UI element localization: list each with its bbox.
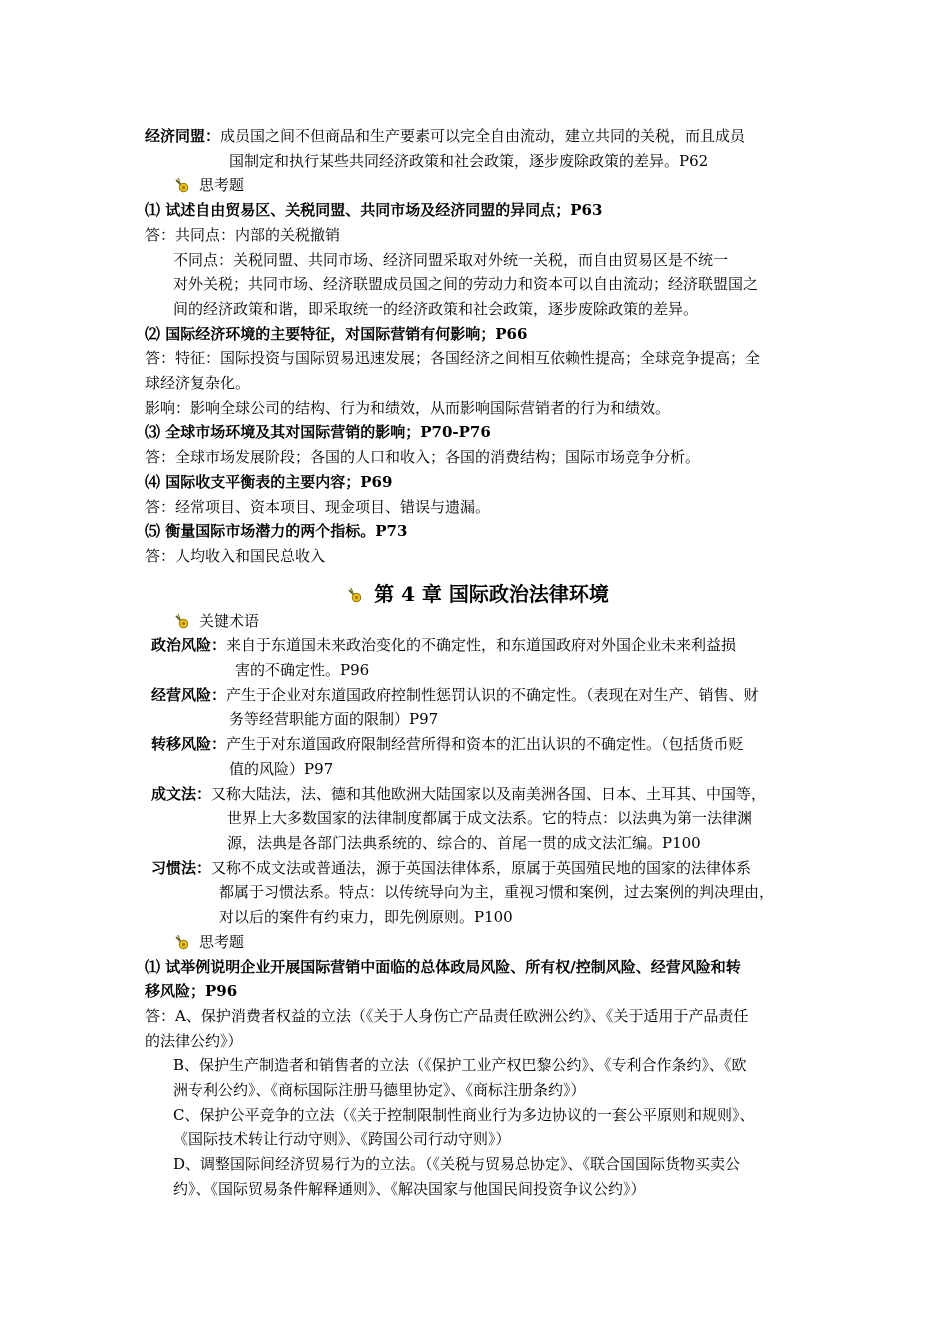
term-label: 经济同盟： [145,127,221,145]
think-label: 思考题 [199,932,245,951]
term-transfer-risk [145,732,810,757]
term-label: 转移风险： [151,735,227,754]
question-ch4-1-line-1: ⑴ 试举例说明企业开展国际营销中面临的总体政局风险、所有权/控制风险、经营风险和转 [145,957,741,976]
answer-d-line-1: D、调整国际间经济贸易行为的立法。（《关税与贸易总协定》、《联合国国际货物买卖公 [173,1155,741,1174]
key-terms-label: 关键术语 [199,611,260,630]
term-common-law [145,856,810,881]
answer-b-line-2: 洲专利公约》、《商标国际注册马德里协定》、《商标注册条约》） [173,1081,586,1100]
flower-bullet-icon [346,587,364,603]
flower-bullet-icon [173,177,191,193]
question-5: ⑸ 衡量国际市场潜力的两个指标。P73 [145,522,408,541]
chapter-heading [145,581,810,607]
flower-bullet-icon [173,613,191,629]
question-2: ⑵ 国际经济环境的主要特征，对国际营销有何影响；P66 [145,324,528,343]
answer-1-line-1: 答：共同点：内部的关税撤销 [145,225,341,244]
definition-economic-union [145,124,810,149]
answer-b-line-1: B、保护生产制造者和销售者的立法（《保护工业产权巴黎公约》、《专利合作条约》、《欧 [173,1056,747,1075]
term-label: 政治风险： [151,636,227,655]
question-3: ⑶ 全球市场环境及其对国际营销的影响；P70-P76 [145,423,491,442]
question-ch4-1-line-2: 移风险；P96 [145,982,238,1001]
definition-text: 产生于对东道国政府限制经营所得和资本的汇出认识的不确定性。（包括货币贬 [226,735,744,754]
answer-a-line-1: 答：A、保护消费者权益的立法（《关于人身伤亡产品责任欧洲公约》、《关于适用于产品责任 [145,1006,749,1025]
answer-5: 答：人均收入和国民总收入 [145,546,326,565]
answer-2-line-3: 影响：影响全球公司的结构、行为和绩效，从而影响国际营销者的行为和绩效。 [145,398,671,417]
answer-3: 答：全球市场发展阶段；各国的人口和收入；各国的消费结构；国际市场竞争分析。 [145,448,701,467]
answer-2-line-2: 球经济复杂化。 [145,374,251,393]
section-key-terms [145,609,810,634]
question-4: ⑷ 国际收支平衡表的主要内容；P69 [145,472,393,491]
answer-1-line-3: 对外关税；共同市场、经济联盟成员国之间的劳动力和资本可以自由流动；经济联盟国之 [173,275,759,294]
answer-1-line-4: 间的经济政策和谐，即采取统一的经济政策和社会政策，逐步废除政策的差异。 [173,299,699,318]
flower-bullet-icon [173,934,191,950]
definition-continuation: 国制定和执行某些共同经济政策和社会政策，逐步废除政策的差异。P62 [229,151,709,170]
definition-text: 成员国之间不但商品和生产要素可以完全自由流动，建立共同的关税，而且成员 [220,127,746,145]
section-think-questions-ch4 [145,930,810,955]
definition-continuation: 源，法典是各部门法典系统的、综合的、首尾一贯的成文法汇编。P100 [227,833,701,852]
definition-continuation: 都属于习惯法系。特点：以传统导向为主，重视习惯和案例，过去案例的判决理由， [219,883,775,902]
answer-d-line-2: 约》、《国际贸易条件解释通则》、《解决国家与他国民间投资争议公约》） [173,1179,646,1198]
term-operating-risk [145,683,810,708]
definition-continuation: 世界上大多数国家的法律制度都属于成文法系。它的特点：以法典为第一法律渊 [227,809,753,828]
definition-text: 又称不成文法或普通法，源于英国法律体系，原属于英国殖民地的国家的法律体系 [211,858,752,877]
definition-text: 又称大陆法，法、德和其他欧洲大陆国家以及南美洲各国、日本、土耳其、中国等， [211,784,767,803]
definition-continuation: 害的不确定性。P96 [235,661,370,680]
document-page [145,124,810,1202]
answer-2-line-1: 答：特征：国际投资与国际贸易迅速发展；各国经济之间相互依赖性提高；全球竞争提高；全 [145,349,761,368]
term-statute-law [145,782,810,807]
term-label: 经营风险： [151,685,227,704]
definition-continuation: 对以后的案件有约束力，即先例原则。P100 [219,908,513,927]
definition-continuation: 值的风险）P97 [229,759,334,778]
section-think-questions [145,173,810,198]
answer-a-line-2: 的法律公约》） [145,1031,243,1050]
answer-1-line-2: 不同点：关税同盟、共同市场、经济同盟采取对外统一关税，而自由贸易区是不统一 [173,250,729,269]
definition-text: 产生于企业对东道国政府控制性惩罚认识的不确定性。（表现在对生产、销售、财 [226,685,759,704]
answer-c-line-1: C、保护公平竞争的立法（《关于控制限制性商业行为多边协议的一套公平原则和规则》、 [173,1105,755,1124]
question-1: ⑴ 试述自由贸易区、关税同盟、共同市场及经济同盟的异同点；P63 [145,201,603,220]
term-political-risk [145,633,810,658]
answer-c-line-2: 《国际技术转让行动守则》、《跨国公司行动守则》） [173,1130,511,1149]
think-label: 思考题 [199,176,245,195]
answer-4: 答：经常项目、资本项目、现金项目、错误与遗漏。 [145,497,491,516]
definition-text: 来自于东道国未来政治变化的不确定性，和东道国政府对外国企业未来利益损 [226,636,737,655]
chapter-title: 第 4 章 国际政治法律环境 [374,581,609,606]
term-label: 成文法： [151,784,212,803]
term-label: 习惯法： [151,858,212,877]
definition-continuation: 务等经营职能方面的限制）P97 [229,710,439,729]
